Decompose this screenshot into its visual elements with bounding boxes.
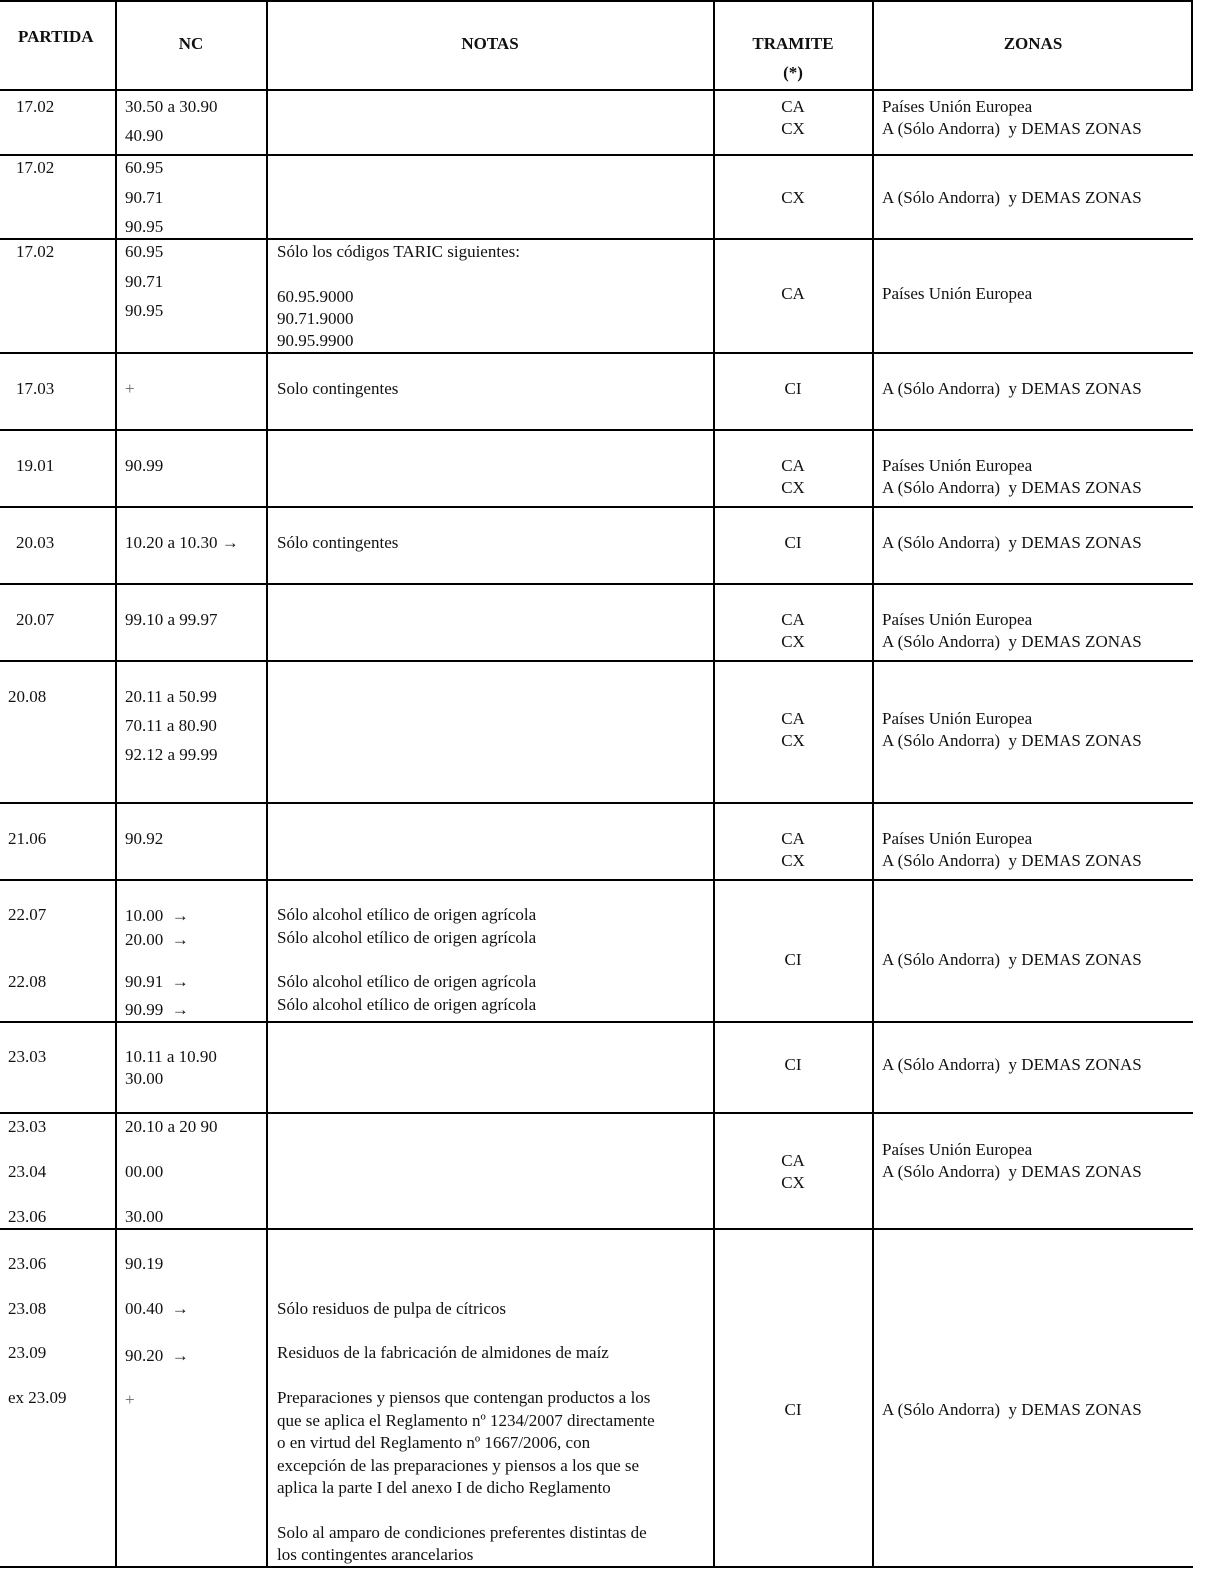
cell-nc: 90.95 (125, 217, 164, 236)
row-divider (0, 0, 1193, 2)
row-divider (0, 154, 1193, 156)
cell-partida: 17.02 (16, 97, 55, 116)
cell-zonas: A (Sólo Andorra) y DEMAS ZONAS (882, 1055, 1142, 1074)
cell-partida: 23.06 (8, 1207, 47, 1226)
cell-tramite: CX (781, 119, 805, 138)
column-divider (266, 0, 268, 1568)
cell-zonas: A (Sólo Andorra) y DEMAS ZONAS (882, 1162, 1142, 1181)
cell-tramite: CI (784, 950, 802, 969)
cell-notas: Sólo alcohol etílico de origen agrícola (277, 928, 537, 947)
cell-notas: Sólo los códigos TARIC siguientes: (277, 242, 520, 261)
cell-notas: Solo contingentes (277, 379, 399, 398)
cell-nc: 30.00 (125, 1207, 164, 1226)
cell-notas: los contingentes arancelarios (277, 1545, 474, 1564)
cell-nc: 10.11 a 10.90 (125, 1047, 217, 1066)
cell-zonas: A (Sólo Andorra) y DEMAS ZONAS (882, 632, 1142, 651)
column-divider (872, 0, 874, 1568)
cell-nc: 90.20 → (125, 1346, 189, 1365)
cell-tramite: CA (781, 829, 805, 848)
cell-nc: 30.00 (125, 1069, 164, 1088)
cell-partida: 23.03 (8, 1117, 47, 1136)
cell-tramite: CA (781, 456, 805, 475)
cell-notas: aplica la parte I del anexo I de dicho Reglamento (277, 1478, 611, 1497)
cell-notas: Sólo alcohol etílico de origen agrícola (277, 905, 537, 924)
header-tramite (714, 33, 872, 84)
cell-tramite: CI (784, 1055, 802, 1074)
header-nc: NC (178, 34, 204, 53)
cell-nc: 20.11 a 50.99 (125, 687, 217, 706)
cell-partida: 22.08 (8, 972, 47, 991)
cell-notas: Residuos de la fabricación de almidones de maíz (277, 1343, 609, 1362)
cell-nc: 10.00 → (125, 906, 189, 925)
cell-notas: Sólo alcohol etílico de origen agrícola (277, 995, 537, 1014)
cell-notas: excepción de las preparaciones y piensos a los que se (277, 1456, 640, 1475)
cell-zonas: A (Sólo Andorra) y DEMAS ZONAS (882, 533, 1142, 552)
cell-tramite: CA (781, 284, 805, 303)
cell-notas: que se aplica el Reglamento nº 1234/2007 directamente (277, 1411, 655, 1430)
header-partida: PARTIDA (18, 27, 94, 46)
cell-zonas: Países Unión Europea (882, 1140, 1033, 1159)
header-tramite-note: (*) (783, 62, 803, 82)
cell-tramite: CI (784, 1400, 802, 1419)
row-divider (0, 583, 1193, 585)
cell-tramite: CA (781, 709, 805, 728)
cell-tramite: CX (781, 851, 805, 870)
column-divider (713, 0, 715, 1568)
cell-nc: 90.92 (125, 829, 164, 848)
cell-zonas: A (Sólo Andorra) y DEMAS ZONAS (882, 950, 1142, 969)
cell-partida: 20.08 (8, 687, 47, 706)
cell-notas: Solo al amparo de condiciones preferentes distintas de (277, 1523, 647, 1542)
cell-tramite: CX (781, 731, 805, 750)
cell-zonas: Países Unión Europea (882, 284, 1033, 303)
cell-zonas: Países Unión Europea (882, 456, 1033, 475)
cell-partida: 22.07 (8, 905, 47, 924)
cell-partida: 23.03 (8, 1047, 47, 1066)
cell-notas: Sólo residuos de pulpa de cítricos (277, 1299, 506, 1318)
cell-zonas: A (Sólo Andorra) y DEMAS ZONAS (882, 188, 1142, 207)
row-divider (0, 506, 1193, 508)
cell-nc: 92.12 a 99.99 (125, 745, 218, 764)
cell-notas: Preparaciones y piensos que contengan productos a los (277, 1388, 651, 1407)
cell-notas: Sólo contingentes (277, 533, 399, 552)
cell-partida: ex 23.09 (8, 1388, 67, 1407)
cell-nc: 60.95 (125, 242, 164, 261)
cell-zonas: Países Unión Europea (882, 610, 1033, 629)
cell-partida: 19.01 (16, 456, 55, 475)
cell-nc: 70.11 a 80.90 (125, 716, 217, 735)
cell-tramite: CA (781, 1151, 805, 1170)
cell-zonas: Países Unión Europea (882, 709, 1033, 728)
cell-partida: 20.07 (16, 610, 55, 629)
cell-nc: 90.91 → (125, 972, 189, 991)
row-divider (0, 429, 1193, 431)
column-divider (1191, 0, 1193, 91)
cell-partida: 21.06 (8, 829, 47, 848)
cell-nc: + (125, 1390, 135, 1409)
cell-notas: 90.95.9900 (277, 331, 354, 350)
cell-notas: o en virtud del Reglamento nº 1667/2006, con (277, 1433, 591, 1452)
cell-nc: 10.20 a 10.30 → (125, 533, 239, 552)
cell-tramite: CX (781, 188, 805, 207)
cell-partida: 17.03 (16, 379, 55, 398)
header-tramite-label: TRAMITE (752, 34, 834, 53)
cell-nc: 90.71 (125, 272, 164, 291)
cell-partida: 23.04 (8, 1162, 47, 1181)
cell-zonas: A (Sólo Andorra) y DEMAS ZONAS (882, 379, 1142, 398)
cell-tramite: CA (781, 610, 805, 629)
column-divider (115, 0, 117, 1568)
cell-zonas: A (Sólo Andorra) y DEMAS ZONAS (882, 851, 1142, 870)
cell-zonas: A (Sólo Andorra) y DEMAS ZONAS (882, 478, 1142, 497)
row-divider (0, 802, 1193, 804)
row-divider (0, 1112, 1193, 1114)
cell-tramite: CI (784, 379, 802, 398)
cell-notas: Sólo alcohol etílico de origen agrícola (277, 972, 537, 991)
header-zonas: ZONAS (1003, 34, 1063, 53)
cell-tramite: CX (781, 478, 805, 497)
cell-nc: + (125, 379, 135, 398)
cell-tramite: CA (781, 97, 805, 116)
cell-zonas: A (Sólo Andorra) y DEMAS ZONAS (882, 731, 1142, 750)
cell-partida: 17.02 (16, 242, 55, 261)
cell-notas: 90.71.9000 (277, 309, 354, 328)
cell-nc: 20.00 → (125, 930, 189, 949)
cell-partida: 20.03 (16, 533, 55, 552)
cell-partida: 23.09 (8, 1343, 47, 1362)
cell-partida: 23.08 (8, 1299, 47, 1318)
cell-nc: 90.71 (125, 188, 164, 207)
cell-zonas: Países Unión Europea (882, 829, 1033, 848)
row-divider (0, 879, 1193, 881)
cell-nc: 00.40 → (125, 1299, 189, 1318)
cell-partida: 23.06 (8, 1254, 47, 1273)
row-divider (0, 89, 1193, 91)
cell-nc: 60.95 (125, 158, 164, 177)
cell-zonas: Países Unión Europea (882, 97, 1033, 116)
cell-nc: 40.90 (125, 126, 164, 145)
cell-nc: 99.10 a 99.97 (125, 610, 218, 629)
cell-tramite: CX (781, 632, 805, 651)
cell-tramite: CX (781, 1173, 805, 1192)
header-notas: NOTAS (461, 34, 519, 53)
cell-nc: 30.50 a 30.90 (125, 97, 218, 116)
cell-zonas: A (Sólo Andorra) y DEMAS ZONAS (882, 119, 1142, 138)
cell-zonas: A (Sólo Andorra) y DEMAS ZONAS (882, 1400, 1142, 1419)
cell-nc: 20.10 a 20 90 (125, 1117, 218, 1136)
row-divider (0, 660, 1193, 662)
cell-notas: 60.95.9000 (277, 287, 354, 306)
cell-partida: 17.02 (16, 158, 55, 177)
cell-tramite: CI (784, 533, 802, 552)
cell-nc: 90.99 → (125, 1000, 189, 1019)
cell-nc: 90.95 (125, 301, 164, 320)
cell-nc: 90.99 (125, 456, 164, 475)
cell-nc: 90.19 (125, 1254, 164, 1273)
cell-nc: 00.00 (125, 1162, 164, 1181)
